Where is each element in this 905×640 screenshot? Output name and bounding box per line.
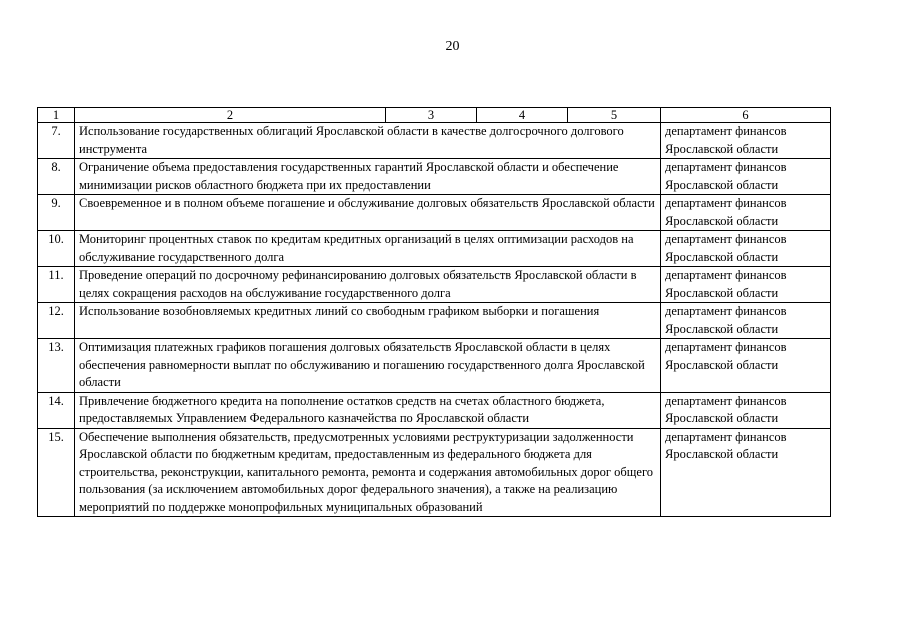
measure-text: Обеспечение выполнения обязательств, предусмотренных условиями реструктуризации задолженности Ярославской области по бюджетным кредитам, предоставленным из федерального бюджета для строительства, реконструкции, капитального ремонта, ремонта и содержания автомобильных дорог общего пользования (за исключением автомобильных дорог федерального значения), а также на реализацию мероприятий по поддержке монопрофильных муниципальных образований — [75, 428, 661, 517]
row-number: 13. — [38, 339, 75, 393]
column-header: 1 — [38, 108, 75, 123]
column-header: 2 — [75, 108, 386, 123]
responsible-cell: департамент финансов Ярославской области — [661, 339, 831, 393]
table-row — [38, 123, 831, 159]
table-row — [38, 339, 831, 393]
responsible-cell: департамент финансов Ярославской области — [661, 267, 831, 303]
table-row — [38, 428, 831, 517]
row-number: 10. — [38, 231, 75, 267]
responsible-cell: департамент финансов Ярославской области — [661, 392, 831, 428]
measure-text: Своевременное и в полном объеме погашение и обслуживание долговых обязательств Ярославской области — [75, 195, 661, 231]
row-number: 8. — [38, 159, 75, 195]
table-row — [38, 195, 831, 231]
measure-text: Оптимизация платежных графиков погашения долговых обязательств Ярославской области в целях обеспечения равномерности выплат по обслуживанию и погашению государственного долга Ярославской области — [75, 339, 661, 393]
table-row — [38, 392, 831, 428]
page-number: 20 — [445, 39, 460, 54]
responsible-cell: департамент финансов Ярославской области — [661, 159, 831, 195]
column-header: 4 — [477, 108, 568, 123]
responsible-cell: департамент финансов Ярославской области — [661, 428, 831, 517]
column-header: 5 — [568, 108, 661, 123]
measure-text: Ограничение объема предоставления государственных гарантий Ярославской области и обеспечение минимизации рисков областного бюджета при их предоставлении — [75, 159, 661, 195]
table-row — [38, 159, 831, 195]
responsible-cell: департамент финансов Ярославской области — [661, 303, 831, 339]
table-header-row — [38, 108, 831, 123]
row-number: 12. — [38, 303, 75, 339]
row-number: 15. — [38, 428, 75, 517]
column-header: 6 — [661, 108, 831, 123]
row-number: 11. — [38, 267, 75, 303]
measure-text: Привлечение бюджетного кредита на пополнение остатков средств на счетах областного бюджета, предоставляемых Управлением Федерального казначейства по Ярославской области — [75, 392, 661, 428]
table-row — [38, 267, 831, 303]
responsible-cell: департамент финансов Ярославской области — [661, 195, 831, 231]
responsible-cell: департамент финансов Ярославской области — [661, 123, 831, 159]
table-row — [38, 303, 831, 339]
measure-text: Использование возобновляемых кредитных линий со свободным графиком выборки и погашения — [75, 303, 661, 339]
column-header: 3 — [386, 108, 477, 123]
measures-table — [37, 107, 831, 517]
table-row — [38, 231, 831, 267]
measure-text: Мониторинг процентных ставок по кредитам кредитных организаций в целях оптимизации расходов на обслуживание государственного долга — [75, 231, 661, 267]
responsible-cell: департамент финансов Ярославской области — [661, 231, 831, 267]
measure-text: Использование государственных облигаций Ярославской области в качестве долгосрочного долгового инструмента — [75, 123, 661, 159]
row-number: 9. — [38, 195, 75, 231]
row-number: 14. — [38, 392, 75, 428]
row-number: 7. — [38, 123, 75, 159]
measure-text: Проведение операций по досрочному рефинансированию долговых обязательств Ярославской области в целях сокращения расходов на обслуживание государственного долга — [75, 267, 661, 303]
